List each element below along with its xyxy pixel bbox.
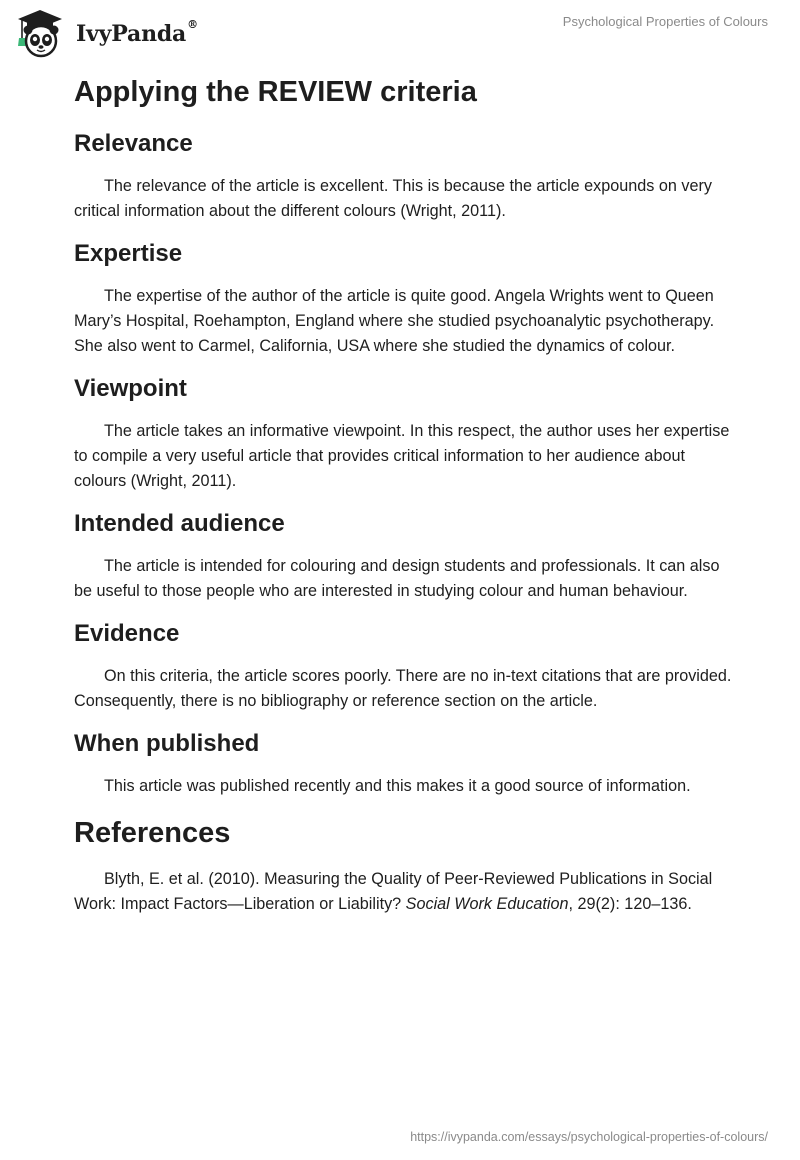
page-url[interactable]: https://ivypanda.com/essays/psychological-properties-of-colours/ xyxy=(410,1130,768,1144)
section-text-when-published: This article was published recently and this makes it a good source of information. xyxy=(104,777,691,795)
article-title: Applying the REVIEW criteria xyxy=(74,76,477,108)
section-heading-evidence: Evidence xyxy=(74,620,180,647)
registered-mark: ® xyxy=(187,18,198,31)
section-text-expertise: The expertise of the author of the article is quite good. Angela Wrights went to Queen Mary’s Hospital, Roehampton, England where she studied psychoanalytic psychotherapy. She also went to Carmel, California, USA where she studied the dynamics of colour. xyxy=(74,287,715,355)
section-text-relevance: The relevance of the article is excellent. This is because the article expounds on very critical information about the different colours (Wright, 2011). xyxy=(74,177,712,220)
section-heading-relevance: Relevance xyxy=(74,130,193,157)
reference-volume-pages: , 29(2): 120–136. xyxy=(568,895,692,913)
reference-item xyxy=(74,867,734,917)
section-text-viewpoint: The article takes an informative viewpoint. In this respect, the author uses her expertise to compile a very useful article that provides critical information to her audience about colours (Wright, 2011). xyxy=(74,422,730,490)
references-heading: References xyxy=(74,817,231,849)
document-title: Psychological Properties of Colours xyxy=(562,14,768,29)
section-heading-when-published: When published xyxy=(74,730,260,757)
article-body xyxy=(74,70,734,917)
section-text-evidence: On this criteria, the article scores poorly. There are no in-text citations that are provided. Consequently, there is no bibliography or reference section on the article. xyxy=(74,667,732,710)
section-heading-expertise: Expertise xyxy=(74,240,183,267)
site-logo[interactable] xyxy=(14,8,198,58)
brand-name: IvyPanda® xyxy=(76,18,198,47)
section-heading-viewpoint: Viewpoint xyxy=(74,375,187,402)
section-text-intended-audience: The article is intended for colouring and design students and professionals. It can also be useful to those people who are interested in studying colour and human behaviour. xyxy=(74,557,720,600)
section-heading-intended-audience: Intended audience xyxy=(74,510,285,537)
panda-logo-icon xyxy=(14,8,66,58)
reference-journal: Social Work Education xyxy=(405,895,569,913)
reference-citation: Blyth, E. et al. (2010). Measuring the Quality of Peer-Reviewed Publications in Social Work: Impact Factors—Liberation or Liability? xyxy=(74,870,713,913)
